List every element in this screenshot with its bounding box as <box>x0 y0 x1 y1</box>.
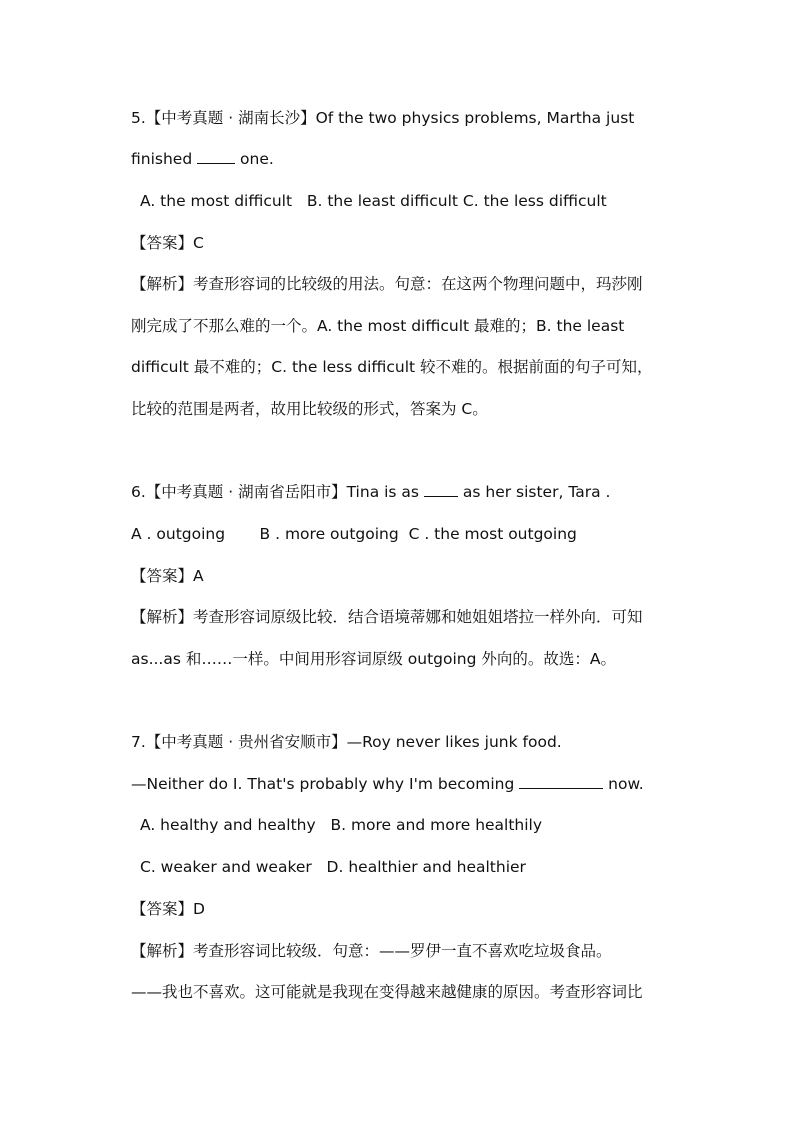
q7-analysis-line2: ——我也不喜欢。这可能就是我现在变得越来越健康的原因。考查形容词比 <box>131 983 643 1001</box>
q5-analysis-line3: difficult 最不难的；C. the less difficult 较不难的。根据前面的句子可知， <box>131 358 653 376</box>
q7-options-line1: A. healthy and healthy B. more and more healthily <box>140 816 543 834</box>
q7-stem-line2: —Neither do I. That's probably why I'm becoming now. <box>131 775 644 793</box>
q7-stem-line1: 7.【中考真题 · 贵州省安顺市】—Roy never likes junk food. <box>131 733 562 751</box>
q6-stem-line1: 6.【中考真题 · 湖南省岳阳市】Tina is as as her sister, Tara . <box>131 483 611 501</box>
q5-analysis-line1: 【解析】考查形容词的比较级的用法。句意：在这两个物理问题中，玛莎刚 <box>131 275 643 293</box>
q5-analysis-line4: 比较的范围是两者，故用比较级的形式，答案为 C。 <box>131 400 488 418</box>
q7-analysis-line1: 【解析】考查形容词比较级．句意：——罗伊一直不喜欢吃垃圾食品。 <box>131 942 612 960</box>
q7-answer: 【答案】D <box>131 900 205 918</box>
q7-options-line2: C. weaker and weaker D. healthier and healthier <box>140 858 526 876</box>
q5-answer: 【答案】C <box>131 234 204 252</box>
q6-analysis-line2: as...as 和……一样。中间用形容词原级 outgoing 外向的。故选：A。 <box>131 650 616 668</box>
q6-answer: 【答案】A <box>131 567 204 585</box>
q5-options: A. the most difficult B. the least difficult C. the less difficult <box>140 192 607 210</box>
q6-answer-blank <box>424 482 458 497</box>
q7-answer-blank <box>519 774 603 789</box>
q5-analysis-line2: 刚完成了不那么难的一个。A. the most difficult 最难的；B. the least <box>131 317 625 335</box>
q5-stem-line2: finished one. <box>131 150 274 168</box>
q6-options: A . outgoing B . more outgoing C . the most outgoing <box>131 525 577 543</box>
q6-analysis-line1: 【解析】考查形容词原级比较．结合语境蒂娜和她姐姐塔拉一样外向．可知 <box>131 608 643 626</box>
q5-stem-line1 <box>131 107 662 129</box>
q5-stem-text: 5.【中考真题 · 湖南长沙】Of the two physics problems, Martha just <box>131 109 635 127</box>
q5-answer-blank <box>197 149 235 164</box>
